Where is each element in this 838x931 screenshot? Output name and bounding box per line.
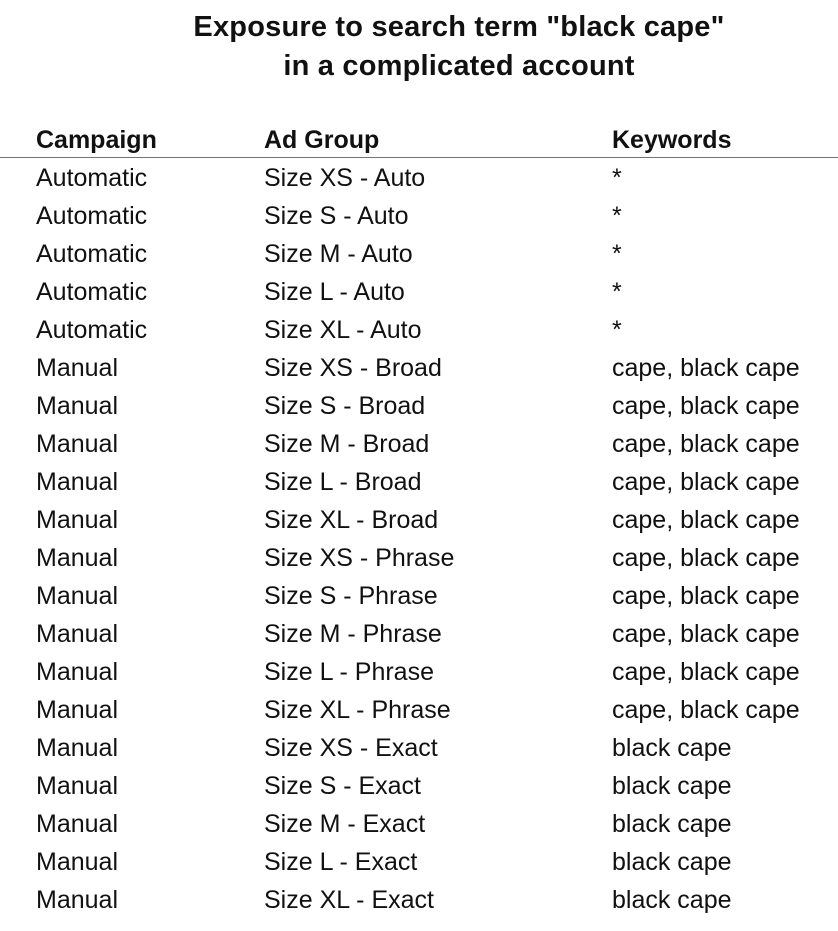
ad-group-cell: Size XS - Phrase [264, 544, 455, 572]
keywords-cell: black cape [612, 886, 732, 914]
campaign-cell: Automatic [36, 240, 148, 268]
ad-group-cell: Size M - Auto [264, 240, 413, 268]
keywords-cell: cape, black cape [612, 430, 800, 458]
table-body [0, 158, 838, 918]
ad-group-cell: Size XS - Broad [264, 354, 442, 382]
keywords-cell: * [612, 202, 622, 230]
keywords-cell: cape, black cape [612, 506, 800, 534]
table-header-row [0, 123, 838, 158]
ad-group-cell: Size XL - Broad [264, 506, 439, 534]
keywords-cell: black cape [612, 810, 732, 838]
table-row [0, 576, 838, 614]
campaign-cell: Manual [36, 772, 118, 800]
table-row [0, 614, 838, 652]
table-row [0, 500, 838, 538]
ad-group-cell: Size XS - Auto [264, 164, 426, 192]
keywords-cell: black cape [612, 772, 732, 800]
keywords-cell: * [612, 278, 622, 306]
keywords-cell: cape, black cape [612, 582, 800, 610]
keywords-cell: * [612, 164, 622, 192]
table-row [0, 538, 838, 576]
ad-group-cell: Size XL - Phrase [264, 696, 451, 724]
table-row [0, 348, 838, 386]
table-row [0, 196, 838, 234]
keywords-cell: cape, black cape [612, 544, 800, 572]
table-row [0, 766, 838, 804]
table-row [0, 690, 838, 728]
title-line-1: Exposure to search term "black cape" [193, 11, 725, 43]
ad-group-cell: Size XL - Exact [264, 886, 434, 914]
campaign-cell: Manual [36, 696, 118, 724]
campaign-cell: Manual [36, 734, 118, 762]
keywords-cell: * [612, 240, 622, 268]
keywords-cell: cape, black cape [612, 354, 800, 382]
table-row [0, 272, 838, 310]
keywords-cell: black cape [612, 734, 732, 762]
ad-group-cell: Size M - Exact [264, 810, 426, 838]
table-row [0, 804, 838, 842]
table-row [0, 424, 838, 462]
campaign-cell: Manual [36, 392, 118, 420]
ad-group-cell: Size S - Auto [264, 202, 409, 230]
ad-group-cell: Size M - Phrase [264, 620, 442, 648]
campaign-cell: Manual [36, 620, 118, 648]
campaign-cell: Manual [36, 430, 118, 458]
ad-group-cell: Size L - Exact [264, 848, 418, 876]
keywords-cell: cape, black cape [612, 468, 800, 496]
campaign-cell: Automatic [36, 316, 148, 344]
campaign-cell: Manual [36, 544, 118, 572]
campaign-cell: Manual [36, 810, 118, 838]
table-row [0, 652, 838, 690]
keywords-cell: cape, black cape [612, 620, 800, 648]
campaign-cell: Manual [36, 886, 118, 914]
table-row [0, 842, 838, 880]
table-row [0, 386, 838, 424]
keywords-cell: cape, black cape [612, 658, 800, 686]
campaign-cell: Manual [36, 506, 118, 534]
ad-group-cell: Size XL - Auto [264, 316, 422, 344]
keywords-cell: black cape [612, 848, 732, 876]
keywords-cell: * [612, 316, 622, 344]
table-row [0, 728, 838, 766]
keywords-cell: cape, black cape [612, 696, 800, 724]
campaign-cell: Automatic [36, 164, 148, 192]
column-header-keywords: Keywords [612, 126, 732, 154]
campaign-cell: Manual [36, 354, 118, 382]
ad-group-cell: Size S - Phrase [264, 582, 438, 610]
campaign-cell: Automatic [36, 202, 148, 230]
campaign-cell: Manual [36, 658, 118, 686]
table-row [0, 158, 838, 196]
campaign-cell: Manual [36, 848, 118, 876]
campaign-cell: Automatic [36, 278, 148, 306]
ad-group-cell: Size S - Exact [264, 772, 421, 800]
campaign-cell: Manual [36, 582, 118, 610]
ad-group-cell: Size S - Broad [264, 392, 426, 420]
campaign-cell: Manual [36, 468, 118, 496]
column-header-campaign: Campaign [36, 126, 157, 154]
ad-group-cell: Size M - Broad [264, 430, 430, 458]
title-line-2: in a complicated account [283, 50, 635, 82]
table-row [0, 310, 838, 348]
table-row [0, 234, 838, 272]
table-row [0, 880, 838, 918]
ad-group-cell: Size XS - Exact [264, 734, 438, 762]
column-header-ad-group: Ad Group [264, 126, 380, 154]
page-title [0, 8, 838, 86]
keywords-cell: cape, black cape [612, 392, 800, 420]
ad-group-cell: Size L - Auto [264, 278, 405, 306]
ad-group-cell: Size L - Broad [264, 468, 422, 496]
ad-group-cell: Size L - Phrase [264, 658, 434, 686]
table-row [0, 462, 838, 500]
exposure-table [0, 123, 838, 918]
